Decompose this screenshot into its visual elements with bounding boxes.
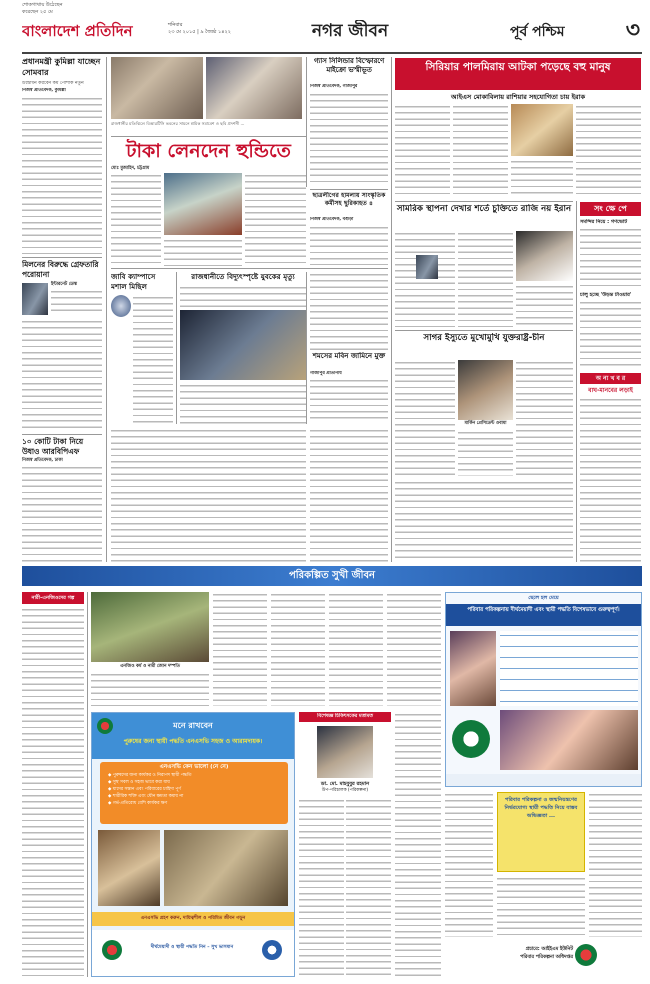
nsv-head: এনএসভি কেন ভালো (নে নে) <box>159 764 229 770</box>
supp-left-text <box>22 607 84 977</box>
supp-right-text-1 <box>445 792 493 937</box>
masthead <box>22 18 642 48</box>
supp-left-tag: নারী-এনজিওদের গল্প <box>31 595 75 601</box>
syria-text-3 <box>511 159 573 198</box>
dr-name: ডা. মো. মাহবুবুর রহমান <box>320 781 370 787</box>
syria-sub: আইএস মোকাবিলায় রাশিয়ার সহযোগিতা চায় ইরাক <box>450 93 585 101</box>
iran-headline: সামরিক স্থাপনা দেখার শর্তে চুক্তিতে রাজি নয় ইরান <box>396 204 572 214</box>
sea-top-rule <box>395 330 573 331</box>
iran-inset-photo <box>416 255 438 279</box>
top-line-1: শোকগাথায় উঠেছেন <box>22 2 63 8</box>
col1-divider-2 <box>22 434 102 435</box>
sangkhepe-label: সং ক্ষে পে <box>594 204 627 213</box>
supp-right-text-2 <box>589 792 642 937</box>
col1-byline-2: ইন্টারনেট ডেস্ক <box>51 282 77 287</box>
nsv-box-title: মনে রাখবেন <box>173 721 213 730</box>
right-ad-bottom-logo-icon <box>452 720 490 758</box>
electro-story <box>180 272 306 424</box>
col1-portrait-photo <box>22 283 48 315</box>
taka-text-2 <box>245 173 306 266</box>
masthead-day: শনিবার <box>168 22 183 28</box>
col1-byline-3: নিজস্ব প্রতিবেদক, ঢাকা <box>22 458 63 463</box>
lower-mid-text-2 <box>310 428 388 562</box>
bagh-text <box>580 397 641 562</box>
col1-text-1 <box>22 96 102 254</box>
taka-top-rule <box>111 136 306 137</box>
top-line <box>22 2 142 16</box>
col1-text-2b <box>22 319 102 431</box>
right-ad-footer-strip <box>446 774 641 786</box>
top-line-2: করেছেন ২৫ মে <box>22 9 53 15</box>
electro-headline: রাজধানীতে বিদ্যুৎস্পৃষ্টে যুবকের মৃত্যু <box>191 272 295 281</box>
nsv-bullet-1: ◆ পুরুষদের জন্য কার্যকর ও নিরাপদ স্থায়ী পদ্ধতি <box>108 773 192 778</box>
iran-text-1 <box>395 231 455 327</box>
jabi-rule <box>176 272 177 424</box>
right-block-rule <box>391 57 392 562</box>
masthead-date-block <box>168 22 246 36</box>
gas-rule <box>306 57 307 187</box>
iran-text-3 <box>516 284 573 327</box>
gas-story <box>310 57 388 187</box>
brief-1-title: সমন্দির নিয়ে : গণভোট <box>580 219 628 225</box>
col1-sub-1: উদ্বোধন করবেন কর্ম পোশাক নতুন <box>22 81 84 86</box>
taka-headline: টাকা লেনদেন হুন্ডিতে <box>126 140 291 162</box>
brief-2-text <box>580 300 641 370</box>
nsv-bottom-logo-icon <box>262 940 282 960</box>
briefs-rule <box>576 201 577 562</box>
rouhani-photo <box>516 231 573 281</box>
obama-caption: মার্কিন প্রেসিডেন্ট ওবামা <box>464 421 507 426</box>
iran-text-2 <box>458 231 513 327</box>
anya-label: অ ন্য খ ব র <box>595 375 626 382</box>
right-ad-title: পরিবার পরিকল্পনায় দীর্ঘমেয়াদী এবং স্থায়ী পদ্ধতি বিশেষভাবে গুরুত্বপূর্ণ। <box>467 607 620 613</box>
shamsher-rule <box>306 272 307 424</box>
top-center-photo-2 <box>206 57 302 119</box>
nsv-photo-1 <box>98 830 160 906</box>
brief-2-title: চালু হচ্ছে 'উড়ন্ত টাওয়ার' <box>580 292 632 298</box>
sea-headline: সাগর ইস্যুতে মুখোমুখি যুক্তরাষ্ট্র-চীন <box>423 333 545 343</box>
supp-text-e <box>387 592 441 706</box>
page-number: ৩ <box>625 18 640 43</box>
electro-text-2 <box>180 383 306 424</box>
shamsher-text <box>310 378 388 423</box>
chhatra-byline: নিজস্ব প্রতিবেদক, বগুড়া <box>310 217 354 222</box>
col1-headline-1: প্রধানমন্ত্রী কুমিল্লা যাচ্ছেন সোমবার <box>22 57 101 77</box>
iran-top-rule <box>395 201 573 202</box>
supp-text-f <box>395 712 441 977</box>
shamsher-byline: গাজীপুর প্রতিনিধি <box>310 371 342 376</box>
shamsher-headline: শমসের মবিন জামিনে মুক্ত <box>312 352 386 360</box>
supp-right-text-3 <box>497 876 585 937</box>
section-title-2: পূর্ব পশ্চিম <box>510 24 565 40</box>
nsv-bullet-4: ◆ শারীরিক শক্তি এবং যৌন ক্ষমতা কমায় না <box>108 794 184 799</box>
syria-text-2 <box>453 104 508 198</box>
supp-text-d <box>329 592 383 706</box>
col1 <box>22 57 102 562</box>
paper-name: বাংলাদেশ প্রতিদিন <box>22 22 133 40</box>
supp-right-footer <box>445 942 642 977</box>
col1-rule <box>106 57 107 562</box>
syria-photo <box>511 104 573 156</box>
supp-callout-text: পরিবার পরিকল্পনা ও জন্মনিয়ন্ত্রণের নির্ভরযোগ্য স্থায়ী পদ্ধতি নিয়ে বাস্তব অভিজ্ঞতা ... <box>504 797 578 819</box>
supp-right-footer-2: পরিবার পরিকল্পনা অধিদপ্তর <box>520 955 573 960</box>
nsv-bottom-text: দীর্ঘমেয়াদী ও স্থায়ী পদ্ধতি নিন – সুখ ভাসমান <box>150 945 234 950</box>
dr-text-1 <box>299 798 344 977</box>
supp-right-footer-logo-icon <box>575 944 597 966</box>
lower-right-text <box>395 480 573 562</box>
taka-text-1 <box>111 173 161 266</box>
chhatra-story <box>310 192 388 266</box>
supp-left-rule <box>87 592 88 977</box>
jabi-logo <box>111 295 131 317</box>
col1-byline-1: নিজস্ব প্রতিবেদক, কুমিল্লা <box>22 88 66 93</box>
dr-title: উপ-পরিচালক (পরিকল্পনা) <box>321 788 369 793</box>
lower-mid-text-1 <box>111 428 306 562</box>
right-ad-top: ছেলে হল মেয়ে <box>528 595 559 601</box>
nsv-bullet-2: ◆ সুস্থ সবল ও সহজ ভাবে করা যায় <box>108 780 170 785</box>
obama-photo <box>458 360 513 420</box>
chhatra-text <box>310 225 388 265</box>
top-center-photo-1 <box>111 57 203 119</box>
top-center-caption: রাজধানীর মতিঝিলে বিআরটিসি ভবনের সামনে শ্রমিক সমাবেশ ও ছবি প্রদর্শনী ... <box>111 121 245 126</box>
nsv-photo-2 <box>164 830 288 906</box>
nsv-bottom-emblem-icon <box>102 940 122 960</box>
section-title: নগর জীবন <box>311 21 389 41</box>
jabi-headline: জাবি ক্যাম্পাসে মশাল মিছিল <box>111 272 156 291</box>
brief-1-text <box>580 227 641 289</box>
taka-photo <box>164 173 242 235</box>
dr-text-2 <box>346 798 391 977</box>
syria-text-1 <box>395 104 450 198</box>
right-ad-family-photo-2 <box>500 710 638 770</box>
col1-divider-1 <box>22 257 102 258</box>
bagh-title: বাঘ-মানবের লড়াই <box>588 387 633 394</box>
sea-text-1 <box>395 360 455 476</box>
electro-photo <box>180 310 306 380</box>
supp-text-a <box>91 672 209 706</box>
supp-right-footer-1: প্রচারে: আইইএম ইউনিট <box>525 947 573 952</box>
chhatra-top-rule <box>310 189 388 190</box>
supplement-banner-title: পরিকল্পিত সুখী জীবন <box>289 570 375 581</box>
nsv-bullet-5: ◆ গর্ভ-প্রতিরোধ বেশি কার্যকর ক্ষণ <box>108 801 168 806</box>
electro-text <box>180 285 306 307</box>
nsv-footer: এনএসভি গ্রহণ করুন, দায়িত্বশীল ও পরিমিত জীবন গড়ুন <box>140 916 246 921</box>
nsv-bullet-list <box>108 772 286 822</box>
supp-text-c <box>271 592 325 706</box>
shamsher-story <box>310 352 388 424</box>
jabi-text <box>133 295 173 424</box>
syria-headline: সিরিয়ার পালমিরায় আটকা পড়েছে বহু মানুষ <box>425 61 611 73</box>
supp-photo-caption: এনজিও কর্ম ও নারী জোন দম্পতি <box>120 664 180 669</box>
gas-text <box>310 92 388 185</box>
supp-couple-photo <box>91 592 209 662</box>
right-ad-family-photo <box>450 631 496 706</box>
gas-byline: নিজস্ব প্রতিবেদক, গাজীপুর <box>310 84 358 89</box>
chhatra-headline: ছাত্রলীগের হামলায় সাংস্কৃতিক কর্মীসহ ছুরিকাহত ৪ <box>312 192 386 208</box>
sea-text-3 <box>516 360 573 476</box>
supp-text-b <box>213 592 267 706</box>
taka-text-3 <box>164 238 242 266</box>
jabi-story <box>111 272 173 424</box>
masthead-rule <box>22 52 642 54</box>
masthead-date: ২৩ মে ২০১৫ | ৯ জ্যৈষ্ঠ ১৪২২ <box>168 29 231 35</box>
gas-headline: গ্যাস সিলিন্ডার বিস্ফোরণে মাইক্রো ভস্মীভূত <box>313 57 385 74</box>
nsv-bullet-3: ◆ যাদের সন্তান এবং পরিবারের চাহিদা পূর্ণ <box>108 787 181 792</box>
col1-headline-2: মিলনের বিরুদ্ধে গ্রেফতারি পরোয়ানা <box>22 260 99 279</box>
dr-photo <box>317 726 373 778</box>
taka-byline: মোঃ মুজাহিদ, চট্টগ্রাম <box>111 166 150 171</box>
mid-extra-text <box>310 272 388 350</box>
mid-row-rule <box>111 268 388 269</box>
col1-text-2 <box>51 289 102 315</box>
col1-headline-3: ১০ কোটি টাকা নিয়ে উধাও আরবিপিএফ <box>22 437 84 456</box>
col1-text-3 <box>22 465 102 562</box>
dr-tag: বিশেষজ্ঞ চিকিৎসকের মতামত <box>317 714 373 719</box>
nsv-box-sub: পুরুষের জন্য স্থায়ী পদ্ধতি এনএসভি সহজ ও আরামদায়ক। <box>123 738 263 745</box>
sea-text-2 <box>458 430 513 476</box>
right-ad-list <box>500 631 638 706</box>
syria-text-4 <box>576 104 641 198</box>
